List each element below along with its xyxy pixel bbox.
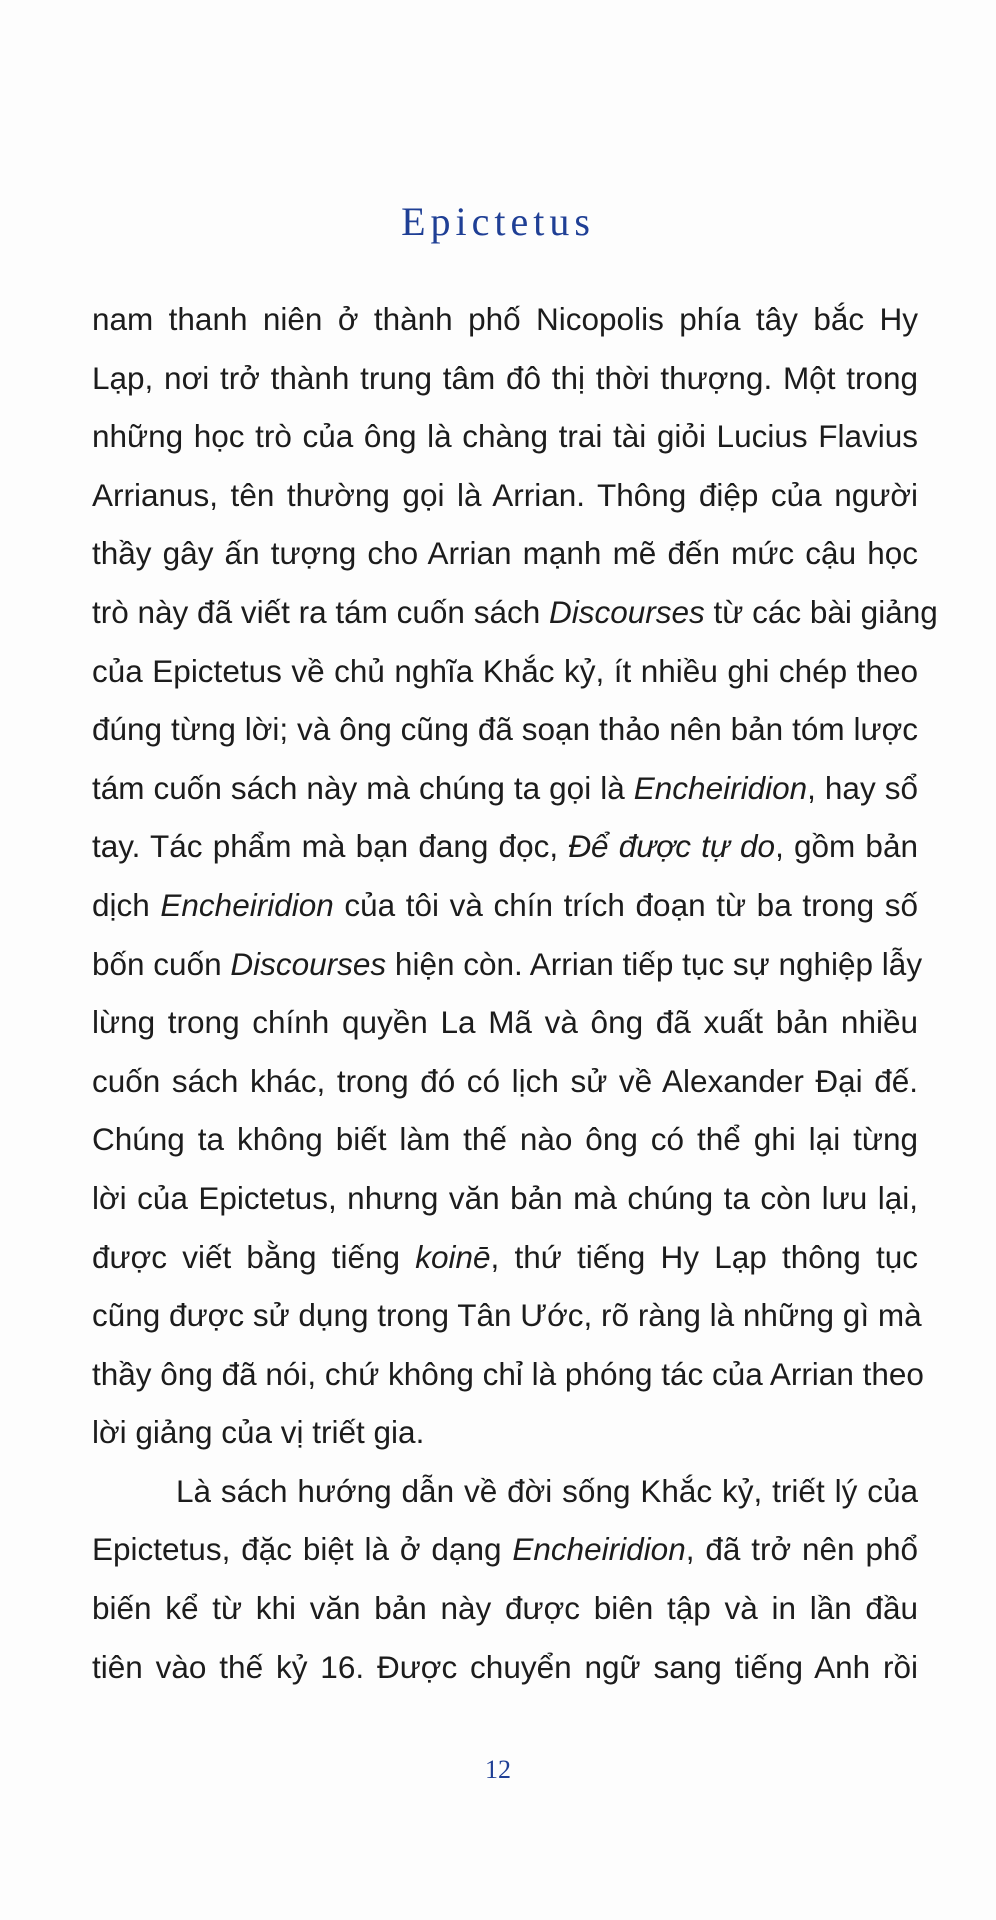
text-segment: lừng trong chính quyền La Mã và ông đã xuất bản nhiều — [92, 1004, 918, 1041]
italic-text: Discourses — [548, 593, 705, 630]
text-segment: tay. Tác phẩm mà bạn đang đọc, — [92, 828, 569, 865]
italic-text: Encheiridion — [160, 886, 334, 923]
text-segment: , thứ tiếng Hy Lạp thông tục — [490, 1238, 919, 1275]
text-segment: trò này đã viết ra tám cuốn sách — [92, 593, 549, 630]
text-segment: lời giảng của vị triết gia. — [92, 1414, 425, 1451]
text-segment: , hay sổ — [807, 769, 918, 806]
text-segment: từ các bài giảng — [704, 593, 938, 630]
text-segment: tám cuốn sách này mà chúng ta gọi là — [92, 769, 634, 806]
text-segment: bốn cuốn — [92, 945, 231, 982]
text-segment: thầy gây ấn tượng cho Arrian mạnh mẽ đến mức cậu học — [92, 535, 918, 572]
text-segment: những học trò của ông là chàng trai tài giỏi Lucius Flavius — [92, 418, 918, 455]
text-segment: biến kể từ khi văn bản này được biên tập và in lần đầu — [92, 1590, 918, 1627]
italic-text: Để được tự do — [568, 828, 776, 865]
text-segment: nam thanh niên ở thành phố Nicopolis phía tây bắc Hy — [92, 301, 918, 337]
text-segment: Arrianus, tên thường gọi là Arrian. Thông điệp của người — [92, 476, 918, 513]
text-line — [92, 935, 923, 994]
text-line — [92, 349, 918, 408]
text-segment: được viết bằng tiếng — [92, 1238, 416, 1275]
text-line — [92, 583, 938, 642]
text-line — [92, 993, 918, 1052]
text-line — [92, 876, 918, 935]
text-segment: cũng được sử dụng trong Tân Ước, rõ ràng là những gì mà — [92, 1297, 922, 1334]
italic-text: Encheiridion — [512, 1531, 686, 1568]
text-segment: thầy ông đã nói, chứ không chỉ là phóng tác của Arrian theo — [92, 1355, 924, 1392]
text-segment: , gồm bản — [775, 828, 918, 865]
running-head: Epictetus — [401, 199, 595, 244]
text-line — [92, 1169, 918, 1228]
text-line — [92, 817, 918, 876]
text-line — [92, 1462, 918, 1521]
text-segment: Lạp, nơi trở thành trung tâm đô thị thời thượng. Một trong — [92, 359, 918, 396]
text-line — [92, 642, 918, 701]
text-line — [92, 290, 918, 349]
text-segment: Là sách hướng dẫn về đời sống Khắc kỷ, triết lý của — [176, 1472, 918, 1509]
text-line — [92, 1110, 918, 1169]
text-line — [92, 700, 918, 759]
text-line — [92, 407, 918, 466]
italic-text: Encheiridion — [633, 769, 808, 806]
text-line — [92, 1638, 918, 1697]
text-segment: , đã trở nên phổ — [685, 1531, 918, 1568]
text-line — [92, 466, 918, 525]
text-line — [92, 1052, 918, 1111]
italic-text: koinē — [415, 1238, 491, 1275]
text-segment: Chúng ta không biết làm thế nào ông có thể ghi lại từng — [92, 1121, 918, 1158]
text-segment: tiên vào thế kỷ 16. Được chuyển ngữ sang tiếng Anh rồi — [92, 1648, 918, 1685]
text-line — [92, 1403, 918, 1462]
text-line — [92, 1228, 918, 1287]
text-line — [92, 524, 918, 583]
text-segment: hiện còn. Arrian tiếp tục sự nghiệp lẫy — [386, 945, 923, 982]
text-segment: lời của Epictetus, nhưng văn bản mà chúng ta còn lưu lại, — [92, 1179, 918, 1216]
text-segment: cuốn sách khác, trong đó có lịch sử về Alexander Đại đế. — [92, 1062, 918, 1099]
text-segment: Epictetus, đặc biệt là ở dạng — [92, 1531, 513, 1568]
text-segment: đúng từng lời; và ông cũng đã soạn thảo nên bản tóm lược — [92, 711, 918, 748]
text-segment: dịch — [92, 886, 161, 923]
text-line — [92, 1286, 922, 1345]
italic-text: Discourses — [230, 945, 387, 982]
text-line — [92, 759, 918, 818]
text-line — [92, 1520, 918, 1579]
body-text — [92, 290, 938, 1696]
text-segment: của tôi và chín trích đoạn từ ba trong số — [333, 886, 918, 923]
text-line — [92, 1579, 918, 1638]
page-number: 12 — [485, 1755, 511, 1784]
text-line — [92, 1345, 924, 1404]
text-segment: của Epictetus về chủ nghĩa Khắc kỷ, ít nhiều ghi chép theo — [92, 652, 918, 689]
